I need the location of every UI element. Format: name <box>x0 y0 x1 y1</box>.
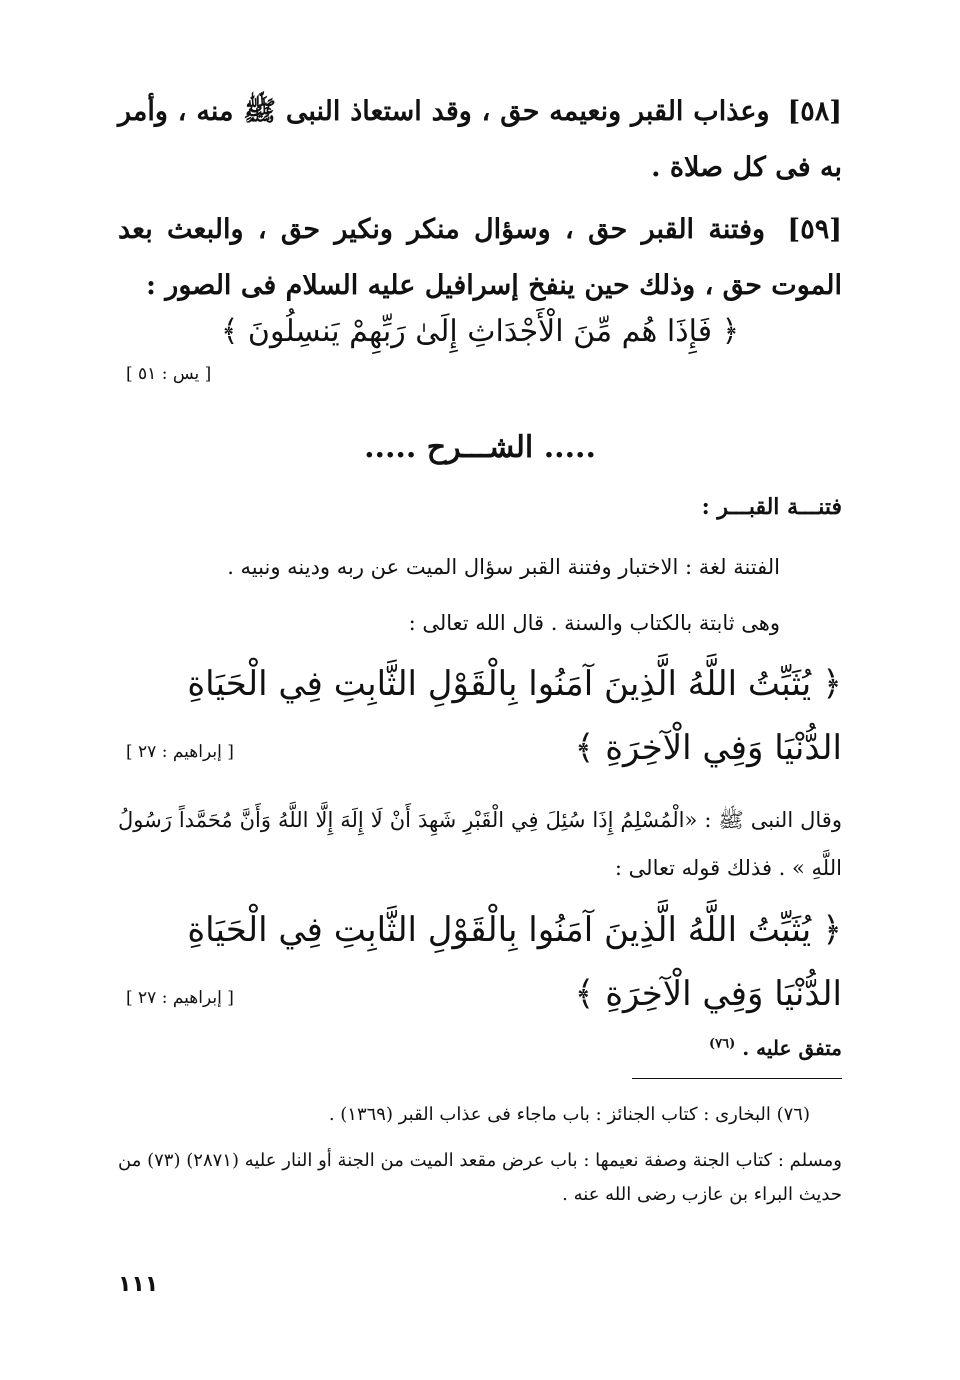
quran-verse-ibrahim-1: ﴿ يُثَبِّتُ اللَّهُ الَّذِينَ آمَنُوا بِالْقَوْلِ الثَّابِتِ فِي الْحَيَاةِ الدُّنْيَا وَفِي الْآخِرَةِ ﴾ <box>187 664 842 768</box>
quran-verse-ibrahim-2: ﴿ يُثَبِّتُ اللَّهُ الَّذِينَ آمَنُوا بِالْقَوْلِ الثَّابِتِ فِي الْحَيَاةِ الدُّنْيَا وَفِي الْآخِرَةِ ﴾ <box>187 910 842 1014</box>
footnote-line-2: ومسلم : كتاب الجنة وصفة نعيمها : باب عرض مقعد الميت من الجنة أو النار عليه (٢٨٧١) (٧٣) من حديث البراء بن عازب رضى الله عنه . <box>118 1150 842 1205</box>
footnote-line-1: (٧٦) البخارى : كتاب الجنائز : باب ماجاء فى عذاب القبر (١٣٦٩) . <box>328 1104 810 1125</box>
paragraph-definition: الفتنة لغة : الاختبار وفتنة القبر سؤال الميت عن ربه ودينه ونبيه . <box>227 555 780 579</box>
item-number-59: [٥٩] <box>787 214 842 245</box>
item-number-58: [٥٨] <box>787 96 843 127</box>
item-text-58: وعذاب القبر ونعيمه حق ، وقد استعاذ النبى ﷺ منه ، وأمر به فى كل صلاة . <box>118 96 842 183</box>
subheading-fitnat-alqabr: فتنـــة القبـــر : <box>701 494 842 520</box>
agreed-upon-text: متفق عليه . <box>742 1036 842 1060</box>
footnote-divider <box>632 1078 842 1079</box>
verse-reference-ibrahim-1: [ إبراهيم : ٢٧ ] <box>126 742 234 762</box>
item-text-59: وفتنة القبر حق ، وسؤال منكر ونكير حق ، والبعث بعد الموت حق ، وذلك حين ينفخ إسرافيل عليه السلام فى الصور : <box>118 214 842 301</box>
page-number: ١١١ <box>118 1272 159 1297</box>
agreed-upon-note <box>709 1036 842 1060</box>
paragraph-proof-intro: وهى ثابتة بالكتاب والسنة . قال الله تعالى : <box>408 611 780 635</box>
verse-reference-ibrahim-2: [ إبراهيم : ٢٧ ] <box>126 988 234 1008</box>
section-heading-sharh: ..... الشـــرح ..... <box>364 430 596 465</box>
footnote-marker-76: (٧٦) <box>709 1036 736 1052</box>
verse-reference-yasin: [ يس : ٥١ ] <box>126 364 212 384</box>
paragraph-hadith: وقال النبى ﷺ : «الْمُسْلِمُ إِذَا سُئِلَ فِي الْقَبْرِ شَهِدَ أَنْ لَا إِلَهَ إِلَّا اللَّهُ وَأَنَّ مُحَمَّداً رَسُولُ اللَّهِ » . فذلك قوله تعالى : <box>118 808 842 880</box>
paragraph-item-59 <box>118 202 842 314</box>
quran-verse-yasin: ﴿ فَإِذَا هُم مِّنَ الْأَجْدَاثِ إِلَىٰ رَبِّهِمْ يَنسِلُونَ ﴾ <box>220 314 740 349</box>
paragraph-item-58 <box>118 84 842 196</box>
